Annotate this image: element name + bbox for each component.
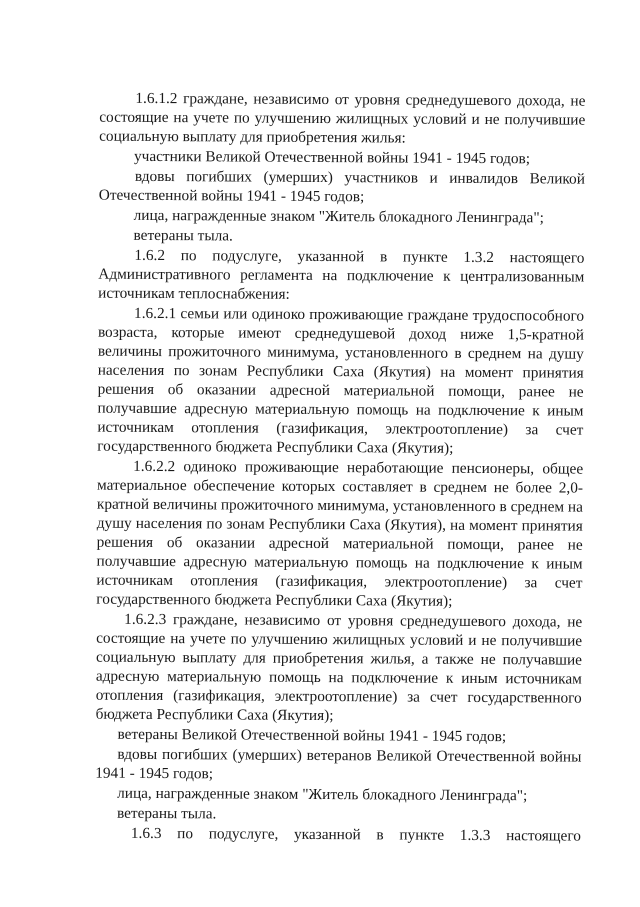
list-item-home-front-veterans: ветераны тыла. [133,226,233,245]
list-item-widows-of-veterans: вдовы погибших (умерших) ветеранов Великой Отечественной войны 1941 - 1945 годов; [95,745,582,783]
list-item-wwii-participants: участники Великой Отечественной войны 1941 - 1945 годов; [133,147,531,168]
paragraph-1-6-2: 1.6.2 по подуслуге, указанной в пункте 1.3.2 настоящего Административного регламента на подключение к централизованным источникам теплоснабжения: [98,246,585,303]
list-item-widows-of-participants: вдовы погибших (умерших) участников и инвалидов Великой Отечественной войны 1941 - 1945 годов; [98,167,585,206]
document-body [95,89,586,846]
paragraph-1-6-2-1: 1.6.2.1 семьи или одиноко проживающие граждане трудоспособного возраста, которые имеют среднедушевой доход ниже 1,5-кратной величины прожиточного минимума, установленного в среднем на душу населения по зонам Республики Саха (Якутия) на момент принятия решения об оказании адресной материальной помощи, ранее не получавшие адресную материальную помощь на подключение к иным источникам отопления (газификация, электроотопление) за счет государственного бюджета Республики Саха (Якутия); [97,304,585,457]
paragraph-1-6-2-2: 1.6.2.2 одиноко проживающие неработающие пенсионеры, общее материальное обеспечение которых составляет в среднем не более 2,0-кратной величины прожиточного минимума, установленного в среднем на душу населения по зонам Республики Саха (Якутия), на момент принятия решения об оказании адресной материальной помощи, ранее не получавшие адресную материальную помощь на подключение к иным источникам отопления (газификация, электроотопление) за счет государственного бюджета Республики Саха (Якутия); [96,457,584,610]
list-item-wwii-veterans: ветераны Великой Отечественной войны 1941 - 1945 годов; [117,725,507,746]
paragraph-1-6-3: 1.6.3 по подуслуге, указанной в пункте 1.3.3 настоящего [130,824,581,845]
paragraph-1-6-2-3: 1.6.2.3 граждане, независимо от уровня среднедушевого дохода, не состоящие на учете по улучшению жилищных условий и не получившие социальную выплату для приобретения жилья, а также не получавшие адресную материальную помощь на подключение к иным источникам отопления (газификация, электроотопление) за счет государственного бюджета Республики Саха (Якутия); [95,610,583,725]
paragraph-1-6-1-2: 1.6.1.2 граждане, независимо от уровня среднедушевого дохода, не состоящие на учете по улучшению жилищных условий и не получившие социальную выплату для приобретения жилья: [99,89,586,147]
list-item-home-front-veterans-2: ветераны тыла. [116,804,217,823]
list-item-leningrad-siege-residents: лица, награжденные знаком "Житель блокадного Ленинграда"; [133,206,544,227]
list-item-leningrad-siege-residents-2: лица, награжденные знаком "Житель блокадного Ленинграда"; [117,784,528,805]
